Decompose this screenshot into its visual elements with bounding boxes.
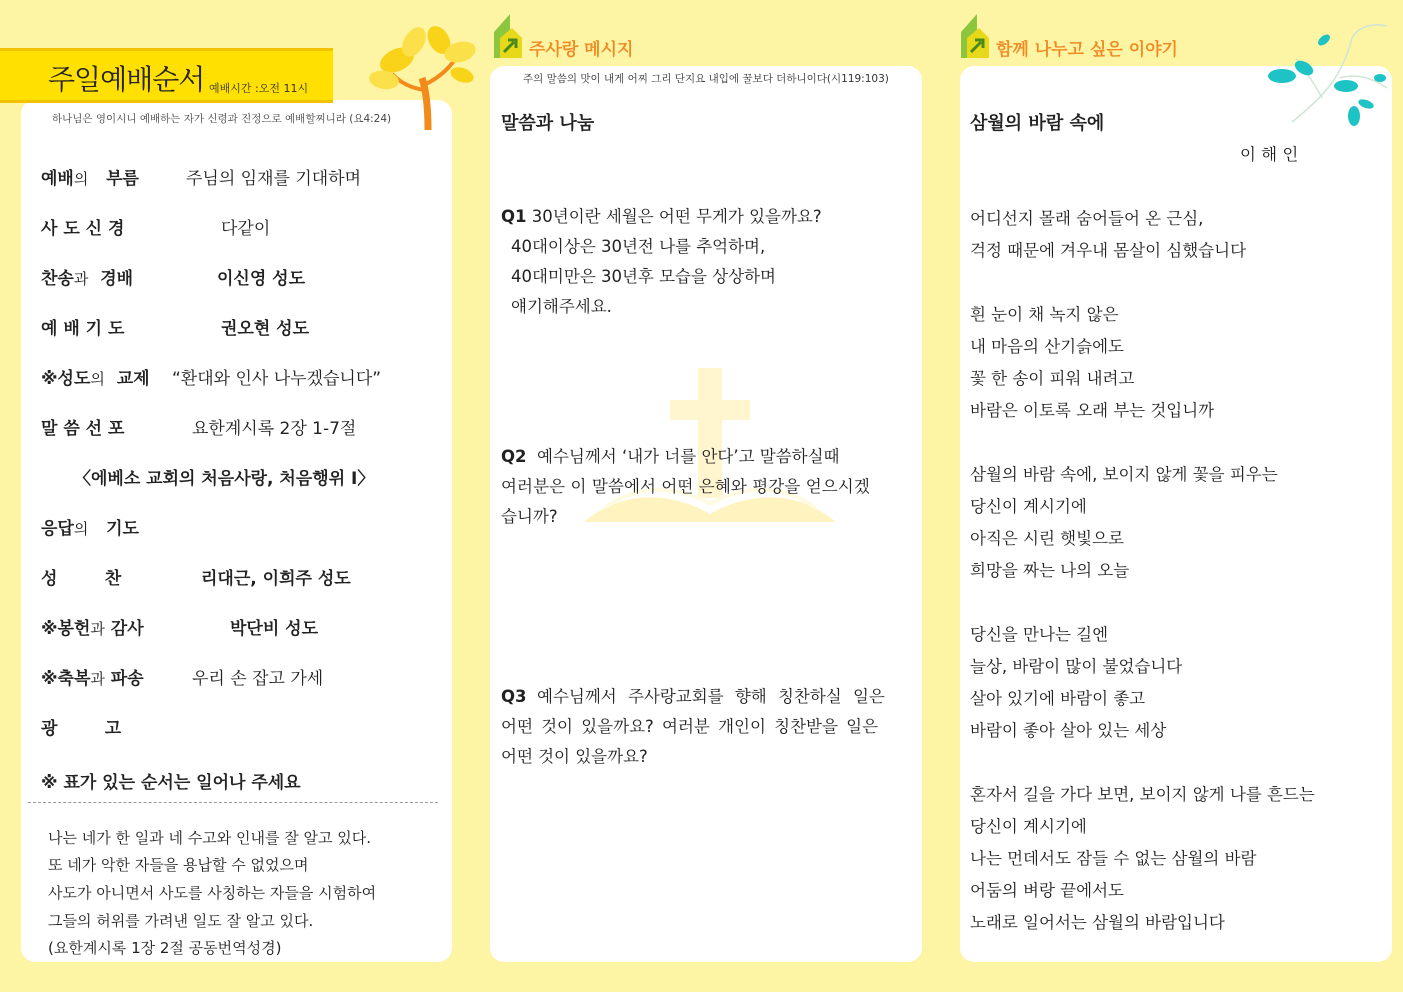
order-label: 예배 bbox=[41, 169, 74, 189]
order-label: 예 배 기 도 bbox=[41, 319, 125, 339]
q1-line: 얘기해주세요. bbox=[511, 297, 612, 316]
quote-line: 사도가 아니면서 사도를 사칭하는 자들을 시험하여 bbox=[48, 884, 377, 902]
message-verse: 주의 말씀의 맛이 내게 어찌 그리 단지요 내입에 꿀보다 더하니이다(시119:103) bbox=[523, 73, 889, 85]
order-label: 말 씀 선 포 bbox=[41, 419, 125, 439]
order-label-particle: 과 bbox=[73, 270, 89, 288]
q3-line: 어떤 것이 있을까요? bbox=[501, 747, 648, 766]
section-arrow-icon bbox=[959, 12, 995, 60]
order-label-particle: 과 bbox=[90, 620, 105, 638]
order-row-sermon bbox=[41, 414, 357, 439]
order-value: “환대와 인사 나누겠습니다” bbox=[172, 369, 382, 389]
order-row-benediction bbox=[41, 664, 324, 689]
order-value: 이신영 성도 bbox=[217, 269, 306, 289]
order-row-prayer bbox=[41, 314, 310, 339]
divider bbox=[28, 802, 438, 803]
q1-label: Q1 bbox=[501, 207, 527, 226]
order-value: 다같이 bbox=[221, 219, 271, 239]
quote-line: 나는 네가 한 일과 네 수고와 인내를 잘 알고 있다. bbox=[48, 829, 371, 847]
order-row-praise bbox=[41, 264, 306, 289]
quote-line: 또 네가 악한 자들을 용납할 수 없었으며 bbox=[48, 856, 309, 874]
page-title: 주일예배순서 bbox=[48, 63, 205, 96]
order-label: 광 고 bbox=[41, 719, 122, 739]
poem-line: 당신이 계시기에 bbox=[970, 497, 1087, 516]
poem-line: 꽃 한 송이 피워 내려고 bbox=[970, 369, 1135, 388]
stand-note: ※ 표가 있는 순서는 일어나 주세요 bbox=[41, 773, 301, 793]
order-row-call bbox=[41, 164, 362, 189]
order-label-2: 파송 bbox=[110, 669, 144, 689]
poem-line: 흰 눈이 채 녹지 않은 bbox=[970, 305, 1119, 324]
order-label-particle: 의 bbox=[90, 370, 105, 388]
q3-line: 어떤 것이 있을까요? 여러분 개인이 칭찬받을 일은 bbox=[501, 717, 879, 736]
order-label-2: 교제 bbox=[116, 369, 150, 389]
worship-time: 예배시간 :오전 11시 bbox=[209, 82, 309, 95]
order-label-2: 감사 bbox=[110, 619, 144, 639]
poem-line: 살아 있기에 바람이 좋고 bbox=[970, 689, 1146, 708]
order-value: 주님의 임재를 기대하며 bbox=[186, 169, 362, 189]
poem-line: 바람은 이토록 오래 부는 것입니까 bbox=[970, 401, 1215, 420]
poem-line: 당신이 계시기에 bbox=[970, 817, 1087, 836]
order-value: 권오현 성도 bbox=[221, 319, 310, 339]
order-value: 박단비 성도 bbox=[230, 619, 319, 639]
order-row-creed bbox=[41, 214, 271, 239]
q1-line bbox=[501, 203, 822, 227]
poem-line: 내 마음의 산기슭에도 bbox=[970, 337, 1124, 356]
order-row-communion bbox=[41, 564, 351, 589]
order-label: 찬송 bbox=[41, 269, 74, 289]
order-label: 사 도 신 경 bbox=[41, 219, 125, 239]
order-row-sermon-title bbox=[74, 464, 374, 489]
poem-line: 나는 먼데서도 잠들 수 없는 삼월의 바람 bbox=[970, 849, 1257, 868]
q3-line bbox=[501, 683, 885, 707]
order-row-response bbox=[41, 514, 139, 539]
poem-line: 어디선지 몰래 숨어들어 온 근심, bbox=[970, 209, 1204, 228]
message-heading: 말씀과 나눔 bbox=[501, 113, 595, 134]
poem-title: 삼월의 바람 속에 bbox=[970, 113, 1105, 134]
theme-verse: 하나님은 영이시니 예배하는 자가 신령과 진정으로 예배할찌니라 (요4:24) bbox=[52, 113, 392, 125]
poem-line: 아직은 시린 햇빛으로 bbox=[970, 529, 1124, 548]
section-title: 함께 나누고 싶은 이야기 bbox=[996, 40, 1178, 60]
q3-label: Q3 bbox=[501, 687, 527, 706]
order-label-2: 부름 bbox=[106, 169, 139, 189]
poem-line: 어둠의 벼랑 끝에서도 bbox=[970, 881, 1124, 900]
poem-line: 삼월의 바람 속에, 보이지 않게 꽃을 피우는 bbox=[970, 465, 1278, 484]
quote-source: (요한계시록 1장 2절 공동번역성경) bbox=[48, 939, 282, 957]
order-label-2: 경배 bbox=[100, 269, 134, 289]
order-label-2: 기도 bbox=[106, 519, 139, 539]
order-row-fellowship bbox=[41, 364, 382, 389]
q1-line: 40대미만은 30년후 모습을 상상하며 bbox=[511, 267, 776, 286]
poem-line: 희망을 짜는 나의 오늘 bbox=[970, 561, 1130, 580]
order-row-announcements bbox=[41, 714, 121, 739]
quote-line: 그들의 허위를 가려낸 일도 잘 알고 있다. bbox=[48, 912, 314, 930]
order-label-particle: 과 bbox=[90, 670, 105, 688]
poem-line: 바람이 좋아 살아 있는 세상 bbox=[970, 721, 1167, 740]
poem-line: 당신을 만나는 길엔 bbox=[970, 625, 1109, 644]
q3-text: 예수님께서 주사랑교회를 향해 칭찬하실 일은 bbox=[537, 687, 885, 706]
section-arrow-icon bbox=[492, 12, 528, 60]
q1-text: 30년이란 세월은 어떤 무게가 있을까요? bbox=[531, 207, 822, 226]
order-row-offering bbox=[41, 614, 319, 639]
q2-line bbox=[501, 443, 839, 467]
poem-line: 혼자서 길을 가다 보면, 보이지 않게 나를 흔드는 bbox=[970, 785, 1315, 804]
order-label-particle: 의 bbox=[73, 520, 89, 538]
q2-label: Q2 bbox=[501, 447, 527, 466]
q2-line: 습니까? bbox=[501, 507, 558, 526]
q2-text: 예수님께서 ‘내가 너를 안다’고 말씀하실때 bbox=[537, 447, 840, 466]
order-label: 성 찬 bbox=[41, 569, 122, 589]
q2-line: 여러분은 이 말씀에서 어떤 은혜와 평강을 얻으시겠 bbox=[501, 477, 870, 496]
q1-line: 40대이상은 30년전 나를 추억하며, bbox=[511, 237, 766, 256]
poem-author: 이 해 인 bbox=[1240, 145, 1299, 164]
section-title: 주사랑 메시지 bbox=[529, 40, 634, 60]
order-value: 요한계시록 2장 1-7절 bbox=[192, 419, 357, 439]
order-value: 리대근, 이희주 성도 bbox=[201, 569, 351, 589]
order-label: ※성도 bbox=[41, 369, 91, 389]
order-label: 응답 bbox=[41, 519, 74, 539]
poem-line: 걱정 때문에 겨우내 몸살이 심했습니다 bbox=[970, 241, 1247, 260]
order-label: ※봉헌 bbox=[41, 619, 91, 639]
floral-teal-icon bbox=[1262, 18, 1402, 130]
sermon-title: 〈에베소 교회의 처음사랑, 처음행위 Ⅰ〉 bbox=[74, 469, 375, 489]
order-value: 우리 손 잡고 가세 bbox=[192, 669, 324, 689]
order-label-particle: 의 bbox=[73, 170, 89, 188]
poem-line: 노래로 일어서는 삼월의 바람입니다 bbox=[970, 913, 1225, 932]
poem-line: 늘상, 바람이 많이 불었습니다 bbox=[970, 657, 1183, 676]
order-label: ※축복 bbox=[41, 669, 91, 689]
